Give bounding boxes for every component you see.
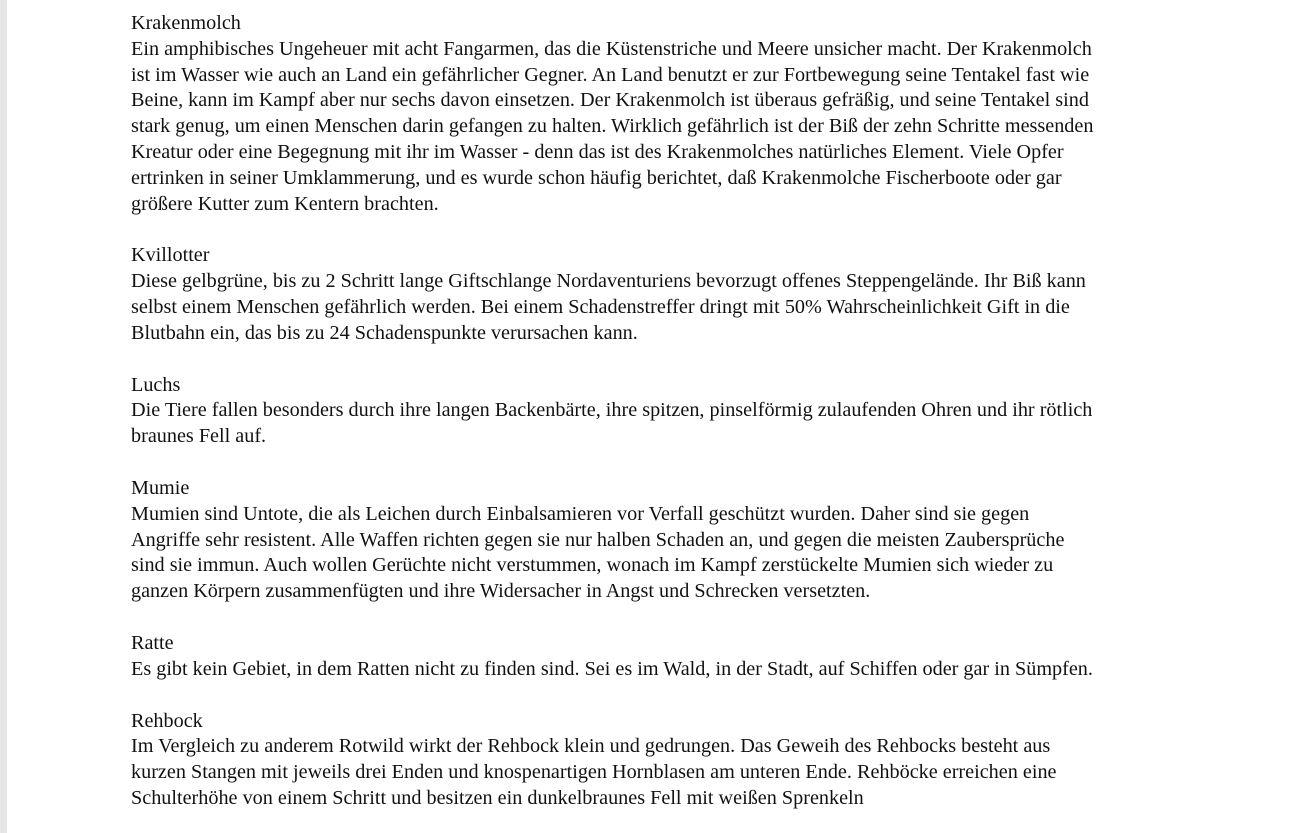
entry-description [131, 734, 1211, 811]
entry-mumie [131, 476, 1211, 605]
description-line: ganzen Körpern zusammenfügten und ihre Widersacher in Angst und Schrecken versetzten. [131, 580, 871, 603]
description-line: kurzen Stangen mit jeweils drei Enden und knospenartigen Hornblasen am unteren Ende. Rehböcke erreichen eine [131, 761, 1057, 784]
document-page [131, 11, 1211, 833]
description-line: Ein amphibisches Ungeheuer mit acht Fangarmen, das die Küstenstriche und Meere unsicher macht. Der Krakenmolch [131, 37, 1092, 60]
description-line: Mumien sind Untote, die als Leichen durch Einbalsamieren vor Verfall geschützt wurden. Daher sind sie gegen [131, 502, 1030, 525]
description-line: Schulterhöhe von einem Schritt und besitzen ein dunkelbraunes Fell mit weißen Sprenkeln [131, 786, 864, 809]
description-line: Beine, kann im Kampf aber nur sechs davon einsetzen. Der Krakenmolch ist überaus gefräßig, und seine Tentakel sind [131, 89, 1089, 112]
left-scroll-gutter [0, 0, 7, 833]
entry-title: Mumie [131, 476, 190, 499]
entry-title: Ratte [131, 631, 174, 654]
description-line: selbst einem Menschen gefährlich werden. Bei einem Schadenstreffer dringt mit 50% Wahrscheinlichkeit Gift in die [131, 295, 1070, 318]
entry-description [131, 269, 1211, 346]
entry-description [131, 398, 1211, 450]
entry-title: Rehbock [131, 709, 203, 732]
description-line: ertrinken in seiner Umklammerung, und es wurde schon häufig berichtet, daß Krakenmolche Fischerboote oder gar [131, 166, 1062, 189]
entry-krakenmolch [131, 11, 1211, 217]
description-line: stark genug, um einen Menschen darin gefangen zu halten. Wirklich gefährlich ist der Biß der zehn Schritte messenden [131, 115, 1094, 138]
entry-rehbock [131, 709, 1211, 812]
entry-title: Krakenmolch [131, 12, 241, 34]
description-line: ist im Wasser wie auch an Land ein gefährlicher Gegner. An Land benutzt er zur Fortbewegung seine Tentakel fast wie [131, 63, 1090, 86]
description-line: braunes Fell auf. [131, 425, 267, 448]
entry-title: Luchs [131, 373, 181, 396]
entry-luchs [131, 373, 1211, 450]
description-line: sind sie immun. Auch wollen Gerüchte nicht verstummen, wonach im Kampf zerstückelte Mumien sich wieder zu [131, 554, 1054, 577]
description-line: Kreatur oder eine Begegnung mit ihr im Wasser - denn das ist des Krakenmolches natürliches Element. Viele Opfer [131, 140, 1064, 163]
entry-description [131, 657, 1211, 683]
entry-description [131, 502, 1211, 605]
description-line: größere Kutter zum Kentern brachten. [131, 192, 439, 215]
entry-ratte [131, 631, 1211, 683]
entry-description [131, 37, 1211, 218]
description-line: Es gibt kein Gebiet, in dem Ratten nicht zu finden sind. Sei es im Wald, in der Stadt, auf Schiffen oder gar in Sümpfen. [131, 657, 1093, 680]
description-line: Im Vergleich zu anderem Rotwild wirkt der Rehbock klein und gedrungen. Das Geweih des Rehbocks besteht aus [131, 735, 1051, 758]
entry-title: Kvillotter [131, 244, 210, 267]
entry-kvillotter [131, 243, 1211, 346]
description-line: Diese gelbgrüne, bis zu 2 Schritt lange Giftschlange Nordaventuriens bevorzugt offenes Steppengelände. Ihr Biß kann [131, 270, 1086, 293]
description-line: Die Tiere fallen besonders durch ihre langen Backenbärte, ihre spitzen, pinselförmig zulaufenden Ohren und ihr rötlich [131, 399, 1093, 422]
description-line: Angriffe sehr resistent. Alle Waffen richten gegen sie nur halben Schaden an, und gegen die meisten Zaubersprüche [131, 528, 1065, 551]
description-line: Blutbahn ein, das bis zu 24 Schadenspunkte verursachen kann. [131, 321, 638, 344]
